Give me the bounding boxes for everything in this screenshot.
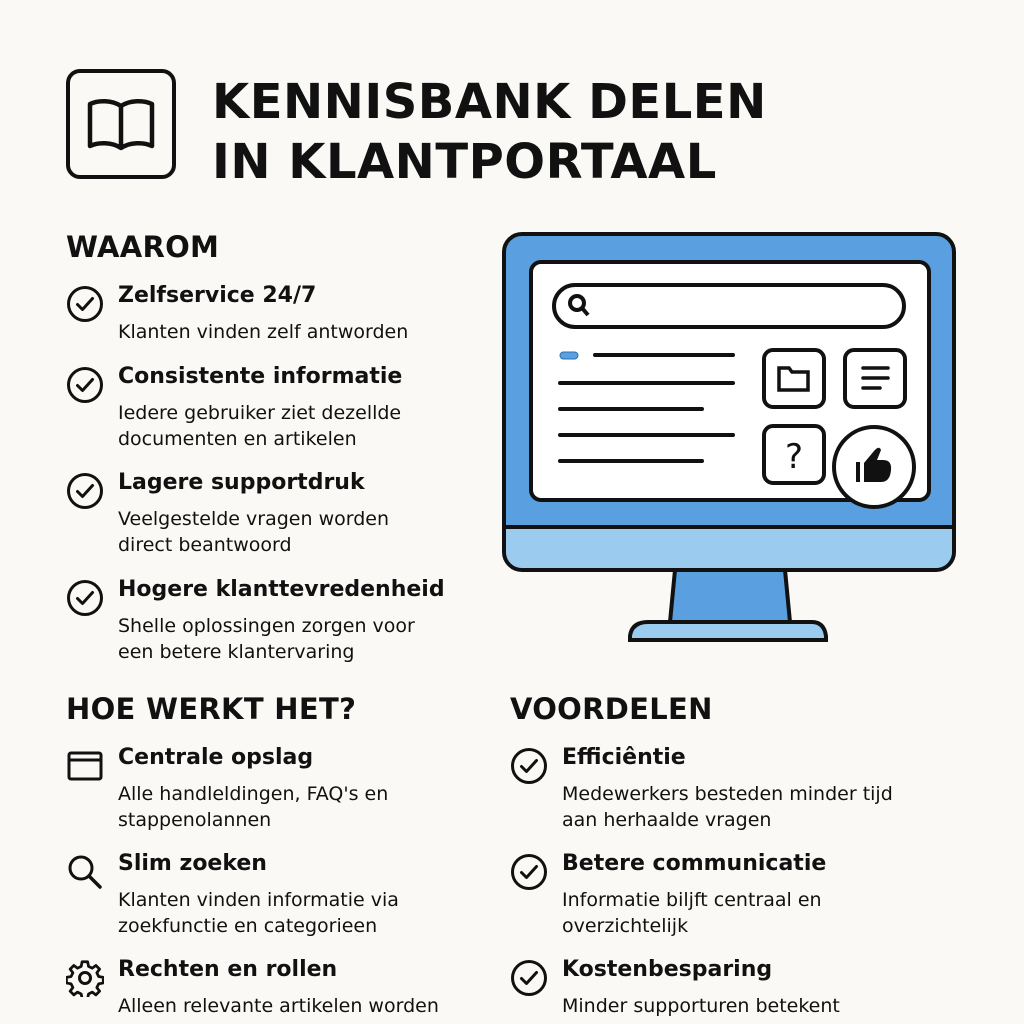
description-line: Alleen relevante artikelen worden	[118, 995, 439, 1017]
monitor-illustration	[500, 230, 960, 650]
item-title: Zelfservice 24/7	[118, 283, 317, 308]
item-description	[118, 781, 388, 833]
check-circle-icon	[510, 853, 548, 891]
description-line: Iedere gebruiker ziet dezellde	[118, 402, 402, 424]
item-description	[118, 400, 401, 452]
page-title	[212, 72, 767, 192]
item-title: Consistente informatie	[118, 364, 403, 389]
description-line: Informatie biljft centraal en	[562, 889, 822, 911]
description-line: Klanten vinden informatie via	[118, 889, 399, 911]
check-circle-icon	[66, 366, 104, 404]
item-description	[562, 781, 893, 833]
description-line: Klanten vinden zelf antworden	[118, 321, 409, 343]
screen-search-bar	[554, 285, 904, 327]
title-line-1: KENNISBANK DELEN	[212, 74, 767, 130]
book-logo	[66, 69, 176, 179]
check-circle-icon	[66, 579, 104, 617]
item-title: Betere communicatie	[562, 851, 827, 876]
description-line: Minder supporturen betekent	[562, 995, 840, 1017]
check-circle-icon	[510, 959, 548, 997]
item-title: Kostenbesparing	[562, 957, 773, 982]
description-line: Shelle oplossingen zorgen voor	[118, 615, 415, 637]
check-circle-icon	[66, 472, 104, 510]
title-line-2: IN KLANTPORTAAL	[212, 134, 717, 190]
description-line: overzichtelijk	[562, 915, 689, 937]
description-line: Medewerkers besteden minder tijd	[562, 783, 893, 805]
folder-icon	[66, 747, 104, 785]
item-title: Hogere klanttevredenheid	[118, 577, 445, 602]
item-description	[118, 613, 415, 665]
gear-icon	[66, 959, 104, 997]
book-icon	[86, 96, 156, 152]
item-description	[118, 887, 399, 939]
voordelen-heading: VOORDELEN	[510, 692, 713, 726]
item-description	[118, 993, 439, 1019]
item-description	[118, 506, 389, 558]
description-line: Alle handleldingen, FAQ's en	[118, 783, 389, 805]
check-circle-icon	[66, 285, 104, 323]
description-line: documenten en artikelen	[118, 428, 357, 450]
description-line: een betere klantervaring	[118, 641, 355, 663]
waarom-heading: WAAROM	[66, 230, 220, 264]
item-title: Efficiêntie	[562, 745, 686, 770]
question-icon: ?	[784, 437, 804, 477]
check-circle-icon	[510, 747, 548, 785]
description-line: aan herhaalde vragen	[562, 809, 772, 831]
description-line: zoekfunctie en categorieen	[118, 915, 378, 937]
hoe-heading: HOE WERKT HET?	[66, 692, 357, 726]
item-title: Centrale opslag	[118, 745, 314, 770]
item-description	[562, 993, 840, 1019]
item-title: Lagere supportdruk	[118, 470, 365, 495]
item-description	[562, 887, 822, 939]
description-line: stappenolannen	[118, 809, 272, 831]
item-description	[118, 319, 408, 345]
description-line: Veelgestelde vragen worden	[118, 508, 390, 530]
item-title: Rechten en rollen	[118, 957, 338, 982]
item-title: Slim zoeken	[118, 851, 267, 876]
search-icon	[66, 853, 104, 891]
description-line: direct beantwoord	[118, 534, 292, 556]
